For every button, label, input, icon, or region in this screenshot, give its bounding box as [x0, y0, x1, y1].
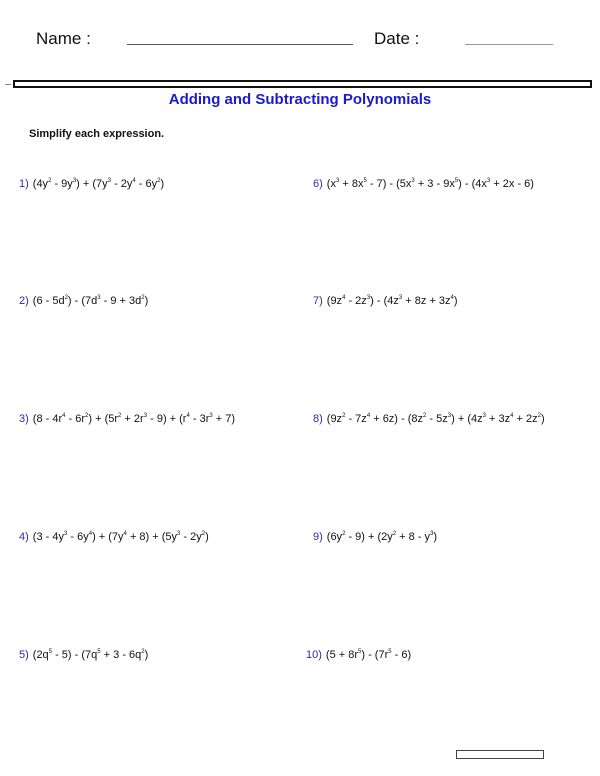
problem-number: 3) — [19, 413, 29, 425]
instructions: Simplify each expression. — [29, 128, 165, 140]
exponent: 3 — [143, 413, 148, 419]
exponent: 3 — [335, 178, 340, 184]
exponent: 2 — [423, 413, 427, 419]
exponent: 4 — [132, 178, 136, 184]
problem-7 — [313, 294, 458, 308]
date-label: Date : — [374, 29, 420, 48]
problem-number: 10) — [306, 649, 322, 661]
problem-1 — [19, 177, 164, 191]
problem-number: 4) — [19, 531, 29, 543]
exponent: 2 — [201, 531, 206, 537]
problem-2 — [19, 294, 148, 308]
double-rule-divider — [13, 80, 592, 88]
exponent: 3 — [447, 413, 452, 419]
exponent: 5 — [388, 649, 392, 655]
exponent: 2 — [64, 295, 68, 301]
exponent: 3 — [430, 531, 434, 537]
exponent: 4 — [62, 413, 66, 419]
exponent: 4 — [342, 295, 346, 301]
problem-number: 6) — [313, 178, 323, 190]
problem-expression: $(8 - 4r^4 - 6r^2) + (5r^2 + 2r^3 - 9) + (r^4 - 3r^3 + 7)$ — [32, 413, 236, 425]
problem-10 — [306, 648, 411, 662]
exponent: 2 — [118, 413, 122, 419]
problem-expression: $(9z^2 - 7z^4 + 6z) - (8z^2 - 5z^3) + (4z^3 + 3z^4 + 2z^2)$ — [326, 413, 545, 425]
exponent: 4 — [510, 413, 514, 419]
exponent: 3 — [366, 295, 371, 301]
problem-number: 2) — [19, 295, 29, 307]
exponent: 3 — [72, 178, 77, 184]
exponent: 2 — [342, 413, 346, 419]
exponent: 3 — [209, 413, 213, 419]
exponent: 5 — [97, 649, 101, 655]
exponent: 2 — [141, 295, 145, 301]
exponent: 2 — [48, 178, 52, 184]
answer-box[interactable] — [456, 750, 544, 759]
problem-expression: $(6y^2 - 9) + (2y^2 + 8 - y^3)$ — [326, 531, 438, 543]
problem-expression: $(9z^4 - 2z^3) - (4z^3 + 8z + 3z^4)$ — [326, 295, 458, 307]
problem-expression: $(4y^2 - 9y^3) + (7y^3 - 2y^4 - 6y^2)$ — [32, 178, 165, 190]
problem-number: 9) — [313, 531, 323, 543]
name-label: Name : — [36, 29, 91, 48]
margin-tick — [5, 84, 11, 85]
problem-number: 8) — [313, 413, 323, 425]
name-blank-line[interactable] — [127, 44, 353, 45]
problem-9 — [313, 530, 437, 544]
exponent: 2 — [85, 413, 89, 419]
problem-4 — [19, 530, 209, 544]
exponent: 2 — [537, 413, 541, 419]
problem-expression: $(6 - 5d^2) - (7d^3 - 9 + 3d^2)$ — [32, 295, 149, 307]
problem-number: 5) — [19, 649, 29, 661]
exponent: 2 — [141, 649, 145, 655]
exponent: 3 — [482, 413, 486, 419]
date-blank-line[interactable] — [465, 44, 553, 45]
exponent: 3 — [177, 531, 181, 537]
problem-number: 1) — [19, 178, 29, 190]
exponent: 3 — [411, 178, 415, 184]
exponent: 4 — [186, 413, 190, 419]
problem-5 — [19, 648, 148, 662]
exponent: 3 — [63, 531, 68, 537]
problem-expression: $(5 + 8r^5) - (7r^5 - 6)$ — [325, 649, 412, 661]
problem-expression: $(2q^5 - 5) - (7q^5 + 3 - 6q^2)$ — [32, 649, 149, 661]
exponent: 4 — [88, 531, 93, 537]
exponent: 3 — [398, 295, 403, 301]
exponent: 4 — [123, 531, 127, 537]
exponent: 3 — [107, 178, 111, 184]
worksheet-title: Adding and Subtracting Polynomials — [168, 91, 432, 108]
problem-expression: $(x^3 + 8x^5 - 7) - (5x^3 + 3 - 9x^5) - (4x^3 + 2x - 6)$ — [326, 178, 534, 190]
problem-3 — [19, 412, 235, 426]
exponent: 5 — [358, 649, 362, 655]
exponent: 4 — [366, 413, 371, 419]
problem-8 — [313, 412, 545, 426]
exponent: 4 — [450, 295, 454, 301]
exponent: 5 — [48, 649, 53, 655]
exponent: 2 — [157, 178, 161, 184]
exponent: 2 — [392, 531, 397, 537]
exponent: 2 — [342, 531, 346, 537]
problem-6 — [313, 177, 534, 191]
problem-number: 7) — [313, 295, 323, 307]
exponent: 3 — [486, 178, 491, 184]
exponent: 5 — [454, 178, 459, 184]
exponent: 3 — [97, 295, 101, 301]
exponent: 5 — [363, 178, 367, 184]
problem-expression: $(3 - 4y^3 - 6y^4) + (7y^4 + 8) + (5y^3 - 2y^2)$ — [32, 531, 209, 543]
